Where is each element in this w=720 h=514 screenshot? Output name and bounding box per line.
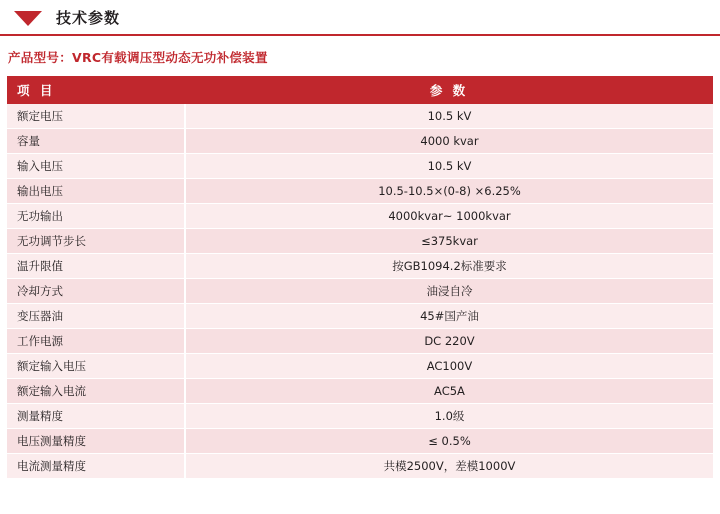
row-value: DC 220V (185, 329, 713, 354)
table-header-row (7, 76, 713, 104)
spec-table (7, 76, 713, 479)
table-row (7, 179, 713, 204)
row-label: 额定输入电流 (7, 379, 185, 404)
row-value: 1.0级 (185, 404, 713, 429)
row-value: ≤ 0.5% (185, 429, 713, 454)
row-label: 额定电压 (7, 104, 185, 129)
row-value: AC5A (185, 379, 713, 404)
row-value: 10.5 kV (185, 154, 713, 179)
row-value: 共模2500V，差模1000V (185, 454, 713, 479)
row-value: 10.5 kV (185, 104, 713, 129)
spec-table-body (7, 104, 713, 479)
table-row (7, 204, 713, 229)
table-row (7, 104, 713, 129)
row-value: 10.5-10.5×(0-8) ×6.25% (185, 179, 713, 204)
table-row (7, 304, 713, 329)
table-row (7, 429, 713, 454)
page-title: 技术参数 (56, 8, 121, 27)
row-label: 电流测量精度 (7, 454, 185, 479)
row-label: 测量精度 (7, 404, 185, 429)
row-label: 电压测量精度 (7, 429, 185, 454)
section-header (0, 0, 720, 34)
table-row (7, 279, 713, 304)
row-label: 容量 (7, 129, 185, 154)
row-value: 油浸自冷 (185, 279, 713, 304)
triangle-down-icon (14, 11, 42, 26)
table-row (7, 379, 713, 404)
row-label: 工作电源 (7, 329, 185, 354)
table-row (7, 329, 713, 354)
table-row (7, 129, 713, 154)
product-model-text: 产品型号：VRC有载调压型动态无功补偿装置 (8, 50, 268, 65)
row-label: 温升限值 (7, 254, 185, 279)
row-value: ≤375kvar (185, 229, 713, 254)
table-row (7, 404, 713, 429)
row-label: 冷却方式 (7, 279, 185, 304)
row-label: 输出电压 (7, 179, 185, 204)
column-header-item: 项 目 (7, 76, 185, 104)
row-value: 按GB1094.2标准要求 (185, 254, 713, 279)
table-row (7, 354, 713, 379)
header-divider (0, 34, 720, 36)
table-row (7, 154, 713, 179)
column-header-parameter: 参 数 (185, 76, 713, 104)
spec-table-head (7, 76, 713, 104)
row-label: 无功调节步长 (7, 229, 185, 254)
bottom-spacer (0, 479, 720, 487)
row-label: 无功输出 (7, 204, 185, 229)
table-row (7, 229, 713, 254)
table-row (7, 454, 713, 479)
row-label: 额定输入电压 (7, 354, 185, 379)
row-label: 变压器油 (7, 304, 185, 329)
row-value: AC100V (185, 354, 713, 379)
row-value: 4000 kvar (185, 129, 713, 154)
row-label: 输入电压 (7, 154, 185, 179)
table-row (7, 254, 713, 279)
row-value: 4000kvar~ 1000kvar (185, 204, 713, 229)
row-value: 45#国产油 (185, 304, 713, 329)
